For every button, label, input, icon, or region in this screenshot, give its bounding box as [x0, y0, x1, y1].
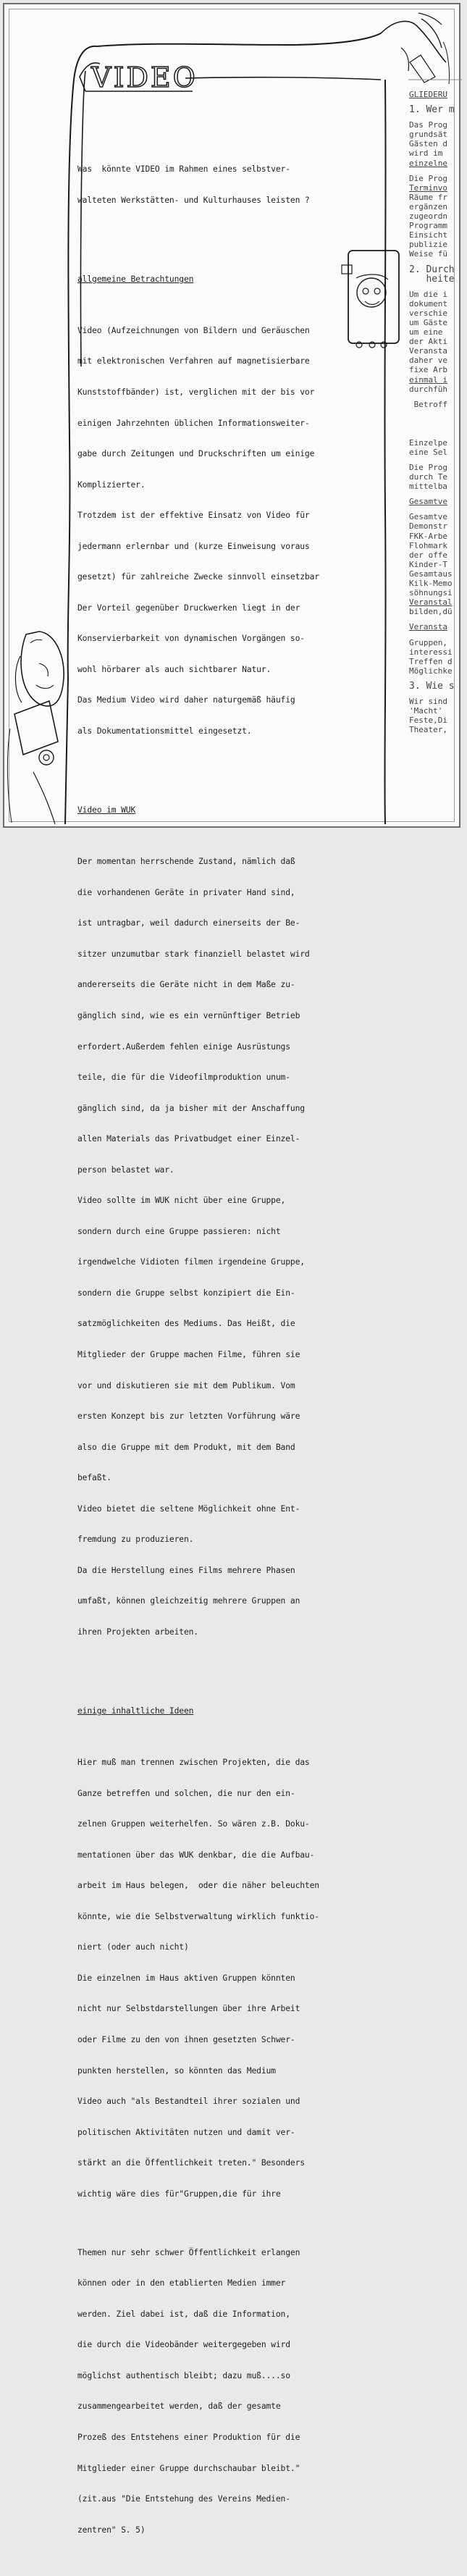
- right-column-line: Gesamtve: [409, 497, 447, 507]
- text-line: Video sollte im WUK nicht über eine Gruppe,: [77, 1195, 286, 1206]
- text-line: Prozeß des Entstehens einer Produktion für die: [77, 2431, 300, 2442]
- text-line: also die Gruppe mit dem Produkt, mit dem Band: [77, 1441, 295, 1452]
- text-line: wichtig wäre dies für"Gruppen,die für ihre: [77, 2188, 281, 2199]
- right-column-line: Einzelpe: [409, 437, 447, 448]
- text-line: Konservierbarkeit von dynamischen Vorgängen so-: [77, 633, 305, 644]
- right-column-line: verschie: [409, 308, 447, 318]
- right-column-line: Programm: [409, 221, 447, 231]
- text-line: Themen nur sehr schwer Öffentlichkeit erlangen: [77, 2246, 300, 2257]
- spacer: [409, 457, 467, 463]
- spacer: [409, 632, 467, 638]
- text-line: person belastet war.: [77, 1164, 174, 1175]
- text-line: vor und diskutieren sie mit dem Publikum. Vom: [77, 1380, 295, 1390]
- spacer: [409, 415, 467, 421]
- right-column-line: durch Te: [409, 472, 447, 482]
- text-line: zusammengearbeitet werden, daß der gesamte: [77, 2401, 281, 2412]
- text-line: die vorhandenen Geräte in privater Hand sind,: [77, 886, 295, 897]
- text-line: zentren" S. 5): [77, 2524, 146, 2535]
- spacer: [409, 616, 467, 622]
- right-column-line: Treffen d: [409, 656, 453, 666]
- spacer: [409, 394, 467, 400]
- intro-paragraph: [77, 143, 384, 225]
- section-heading-video-im-wuk: Video im WUK: [77, 805, 136, 815]
- section-video-im-wuk: [77, 836, 384, 1658]
- text-line: als Dokumentationsmittel eingesetzt.: [77, 726, 252, 736]
- text-line: Mitglieder einer Gruppe durchschaubar bleibt.": [77, 2462, 300, 2473]
- right-column-line: Das Prog: [409, 120, 447, 130]
- text-line: gänglich sind, da ja bisher mit der Anschaffung: [77, 1102, 305, 1113]
- right-column-line: 2. Durch: [409, 264, 455, 275]
- right-column-line: 'Macht': [409, 706, 443, 716]
- text-line: stärkt an die Öffentlichkeit treten." Besonders: [77, 2157, 305, 2168]
- text-line: Ganze betreffen und solchen, die nur den ein-: [77, 1787, 295, 1798]
- right-column-line: Die Prog: [409, 173, 447, 183]
- text-line: ihren Projekten arbeiten.: [77, 1626, 198, 1637]
- text-line: irgendwelche Vidioten filmen irgendeine Gruppe,: [77, 1256, 305, 1267]
- section-allgemeine: [77, 305, 384, 757]
- right-column-line: einzelne: [409, 158, 447, 168]
- right-column-line: Theater,: [409, 725, 447, 735]
- text-line: zelnen Gruppen weiterhelfen. So wären z.B. Doku-: [77, 1818, 310, 1829]
- right-column-line: Die Prog: [409, 463, 447, 472]
- right-column-line: Gesamtaus: [409, 569, 453, 579]
- right-column-line: Wir sind: [409, 696, 447, 706]
- spacer: [409, 691, 467, 697]
- text-line: Trotzdem ist der effektive Einsatz von Video für: [77, 510, 310, 521]
- spacer: [409, 168, 467, 174]
- text-line: oder Filme zu den von ihnen gesetzten Schwer-: [77, 2034, 295, 2045]
- right-column-line: einmal i: [409, 374, 447, 385]
- right-column-line: um Gäste: [409, 317, 447, 327]
- right-column-line: der offe: [409, 550, 447, 560]
- right-column-line: mittelba: [409, 482, 447, 492]
- text-line: gänglich sind, wie es ein vernünftiger Betrieb: [77, 1010, 300, 1020]
- right-column-clipped: [409, 90, 467, 734]
- text-line: walteten Werkstätten- und Kulturhauses leisten ?: [77, 194, 310, 205]
- right-column-line: der Akti: [409, 337, 447, 347]
- right-column-line: heite: [409, 273, 455, 285]
- text-line: wohl hörbarer als auch sichtbarer Natur.: [77, 663, 272, 674]
- spacer: [77, 777, 384, 784]
- right-column-line: wird im: [409, 148, 447, 159]
- right-column-line: Veransta: [409, 622, 447, 632]
- right-column-line: Einsicht: [409, 230, 447, 240]
- right-column-line: zugeordn: [409, 211, 447, 222]
- text-line: Der Vorteil gegenüber Druckwerken liegt in der: [77, 602, 300, 613]
- text-line: satzmöglichkeiten des Mediums. Das Heißt, die: [77, 1318, 295, 1329]
- text-line: Da die Herstellung eines Films mehrere Phasen: [77, 1564, 295, 1575]
- camera-doodle: [14, 701, 58, 755]
- section-heading-allgemeine: allgemeine Betrachtungen: [77, 273, 194, 284]
- right-column-line: bilden,dü: [409, 607, 453, 617]
- spacer: [409, 409, 467, 415]
- right-column-line: Weise fü: [409, 249, 447, 259]
- text-line: umfaßt, können gleichzeitig mehrere Gruppen an: [77, 1595, 300, 1606]
- right-column-line: fixe Arb: [409, 365, 447, 375]
- text-line: einigen Jahrzehnten üblichen Informationsweiter-: [77, 417, 310, 428]
- text-line: fremdung zu produzieren.: [77, 1534, 194, 1545]
- text-line: jedermann erlernbar und (kurze Einweisung voraus: [77, 540, 310, 551]
- right-column-line: GLIEDERU: [409, 90, 447, 99]
- text-line: Was könnte VIDEO im Rahmen eines selbstver-: [77, 164, 290, 175]
- right-column-line: Möglichke: [409, 666, 453, 676]
- text-line: mit elektronischen Verfahren auf magnetisierbare: [77, 356, 310, 366]
- text-line: arbeit im Haus belegen, oder die näher beleuchten: [77, 1880, 319, 1891]
- spacer: [77, 115, 384, 122]
- text-line: ersten Konzept bis zur letzten Vorführung wäre: [77, 1411, 300, 1422]
- right-column-line: Gruppen,: [409, 637, 447, 647]
- text-line: sondern durch eine Gruppe passieren: nicht: [77, 1225, 281, 1236]
- right-column-line: 3. Wie s: [409, 680, 455, 692]
- text-line: (zit.aus "Die Entstehung des Vereins Medien-: [77, 2493, 290, 2504]
- page-frame: [3, 3, 460, 2535]
- right-column-line: Kinder-T: [409, 559, 447, 569]
- right-column-line: Flohmark: [409, 540, 447, 550]
- spacer: [77, 246, 384, 253]
- spacer: [409, 506, 467, 512]
- spacer: [409, 421, 467, 427]
- right-column-line: interessi: [409, 647, 453, 657]
- text-line: Video bietet die seltene Möglichkeit ohne Ent-: [77, 1503, 300, 1514]
- text-line: nicht nur Selbstdarstellungen über ihre Arbeit: [77, 2003, 300, 2014]
- text-line: Hier muß man trennen zwischen Projekten, die das: [77, 1757, 310, 1768]
- text-line: werden. Ziel dabei ist, daß die Information,: [77, 2308, 290, 2319]
- text-line: könnte, wie die Selbstverwaltung wirklich funktio-: [77, 1910, 319, 1921]
- text-line: sondern die Gruppe selbst konzipiert die Ein-: [77, 1287, 295, 1298]
- right-column-line: Gästen d: [409, 139, 447, 149]
- text-line: Komplizierter.: [77, 479, 146, 490]
- spacer: [409, 491, 467, 497]
- text-line: die durch die Videobänder weitergegeben wird: [77, 2339, 290, 2350]
- right-column-line: ergänzen: [409, 201, 447, 211]
- right-column-line: Gesamtve: [409, 512, 447, 522]
- spacer: [409, 114, 467, 120]
- right-column-line: Terminvo: [409, 182, 447, 193]
- text-line: sitzer unzumutbar stark finanziell belastet wird: [77, 948, 310, 959]
- spacer: [409, 427, 467, 432]
- spacer: [409, 432, 467, 438]
- text-line: Video auch "als Bestandteil ihrer sozialen und: [77, 2096, 300, 2107]
- text-line: befaßt.: [77, 1472, 112, 1483]
- right-column-line: publizie: [409, 240, 447, 250]
- right-column-line: dokument: [409, 298, 447, 309]
- text-line: Der momentan herrschende Zustand, nämlich daß: [77, 856, 295, 867]
- spacer: [77, 2219, 384, 2226]
- text-line: andererseits die Geräte nicht in dem Maße zu-: [77, 979, 295, 990]
- right-column-line: Veransta: [409, 346, 447, 356]
- section-heading-ideen: einige inhaltliche Ideen: [77, 1706, 194, 1716]
- text-line: erfordert.Außerdem fehlen einige Ausrüstungs: [77, 1041, 290, 1052]
- text-line: Das Medium Video wird daher naturgemäß häufig: [77, 695, 295, 705]
- main-article: [77, 95, 384, 2576]
- right-column-line: Demonstr: [409, 521, 447, 532]
- right-column-line: Räume fr: [409, 192, 447, 202]
- spacer: [409, 284, 467, 290]
- text-line: allen Materials das Privatbudget einer Einzel-: [77, 1133, 300, 1144]
- right-column-line: söhnungsi: [409, 588, 453, 598]
- text-line: möglichst authentisch bleibt; dazu muß....so: [77, 2370, 290, 2380]
- right-column-line: FKK-Arbe: [409, 531, 447, 541]
- section-ideen: [77, 1737, 384, 2555]
- right-column-line: grundsät: [409, 130, 447, 140]
- right-column-line: eine Sel: [409, 447, 447, 457]
- text-line: Mitglieder der Gruppe machen Filme, führen sie: [77, 1348, 300, 1359]
- right-column-line: daher ve: [409, 356, 447, 366]
- right-column-line: Feste,Di: [409, 716, 447, 726]
- text-line: politischen Aktivitäten nutzen und damit ver-: [77, 2126, 295, 2137]
- right-column-line: Veranstal: [409, 597, 453, 608]
- right-column-line: Um die i: [409, 289, 447, 299]
- right-column-line: um eine: [409, 327, 447, 337]
- text-line: gabe durch Zeitungen und Druckschriften um einige: [77, 448, 315, 459]
- text-line: niert (oder auch nicht): [77, 1942, 189, 1952]
- spacer: [77, 1678, 384, 1685]
- text-line: punkten herstellen, so könnten das Medium: [77, 2065, 276, 2076]
- text-line: Die einzelnen im Haus aktiven Gruppen könnten: [77, 1972, 295, 1983]
- right-column-line: 1. Wer m: [409, 104, 455, 116]
- text-line: können oder in den etablierten Medien immer: [77, 2278, 286, 2288]
- right-column-line: Betroff: [409, 399, 447, 409]
- text-line: gesetzt) für zahlreiche Zwecke sinnvoll einsetzbar: [77, 571, 319, 582]
- right-column-line: durchfüh: [409, 384, 447, 394]
- title-video: VIDEO: [91, 62, 198, 93]
- text-line: mentationen über das WUK denkbar, die die Aufbau-: [77, 1849, 315, 1860]
- text-line: Video (Aufzeichnungen von Bildern und Geräuschen: [77, 324, 310, 335]
- text-line: ist untragbar, weil dadurch einerseits der Be-: [77, 918, 300, 928]
- text-line: teile, die für die Videofilmproduktion unum-: [77, 1072, 290, 1083]
- right-column-line: Kilk-Memo: [409, 579, 453, 589]
- text-line: Kunststoffbänder) ist, verglichen mit der bis vor: [77, 386, 315, 397]
